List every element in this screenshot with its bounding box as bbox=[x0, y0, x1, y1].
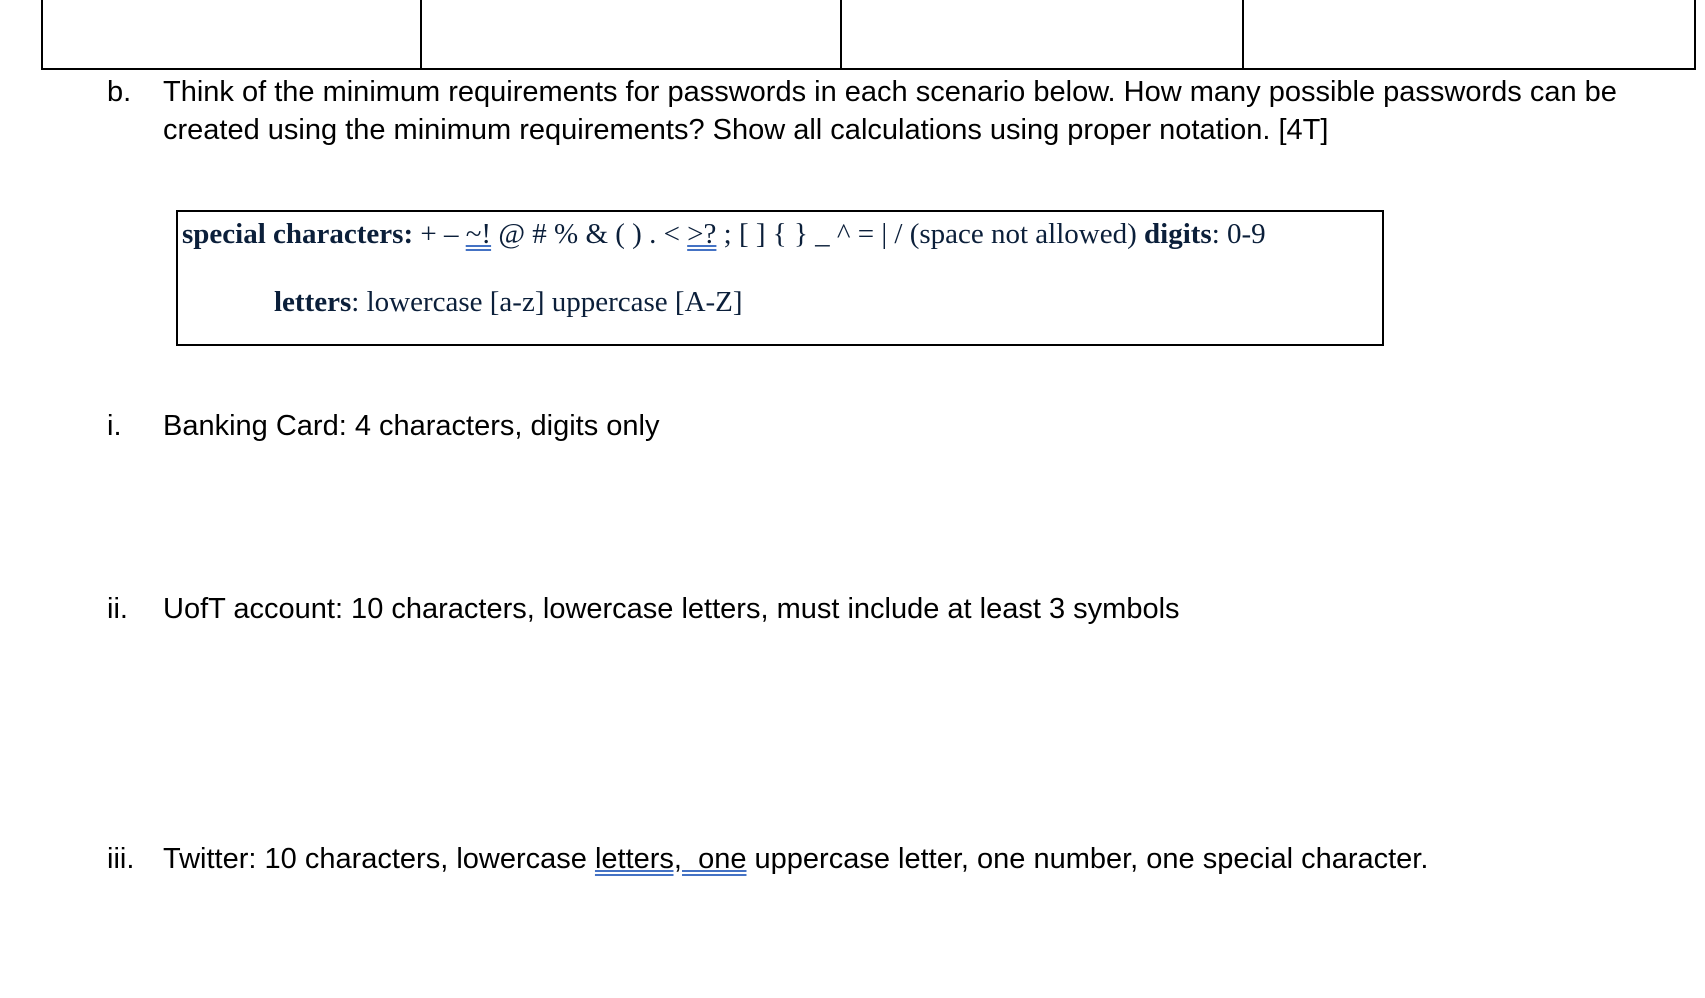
table-cell bbox=[421, 0, 841, 69]
special-characters-list-c: ; [ ] { } _ ^ = | / (space not allowed) bbox=[716, 218, 1145, 250]
special-characters-line bbox=[182, 218, 1266, 251]
item-iii-text-a: Twitter: 10 characters, lowercase bbox=[163, 843, 595, 875]
question-b-line-1: Think of the minimum requirements for passwords in each scenario below. How many possible passwords can be bbox=[163, 76, 1617, 108]
letters-line bbox=[274, 286, 743, 319]
digits-label: digits bbox=[1144, 218, 1212, 250]
table-cell bbox=[42, 0, 421, 69]
table-row bbox=[42, 0, 1695, 69]
item-i-text: Banking Card: 4 characters, digits only bbox=[163, 410, 660, 442]
item-ii-text: UofT account: 10 characters, lowercase letters, must include at least 3 symbols bbox=[163, 593, 1180, 625]
digits-value: : 0-9 bbox=[1211, 218, 1266, 250]
character-set-box bbox=[176, 210, 1384, 346]
item-iii-underlined: letters, one bbox=[594, 843, 747, 875]
item-ii-marker: ii. bbox=[107, 593, 128, 625]
top-table-fragment bbox=[41, 0, 1696, 70]
item-iii-text bbox=[163, 840, 1428, 878]
special-characters-list-b: @ # % & ( ) . < bbox=[491, 218, 688, 250]
question-b-line-2: created using the minimum requirements? Show all calculations using proper notation. [4T] bbox=[163, 114, 1329, 146]
special-characters-squiggle-2: >? bbox=[687, 218, 717, 250]
special-characters-list-a: + – bbox=[413, 218, 466, 250]
item-i-marker: i. bbox=[107, 410, 122, 442]
special-characters-squiggle-1: ~! bbox=[465, 218, 492, 250]
item-iii-text-b: uppercase letter, one number, one special character. bbox=[746, 843, 1429, 875]
item-iii-marker: iii. bbox=[107, 843, 135, 875]
table-cell bbox=[841, 0, 1243, 69]
special-characters-label: special characters: bbox=[182, 218, 414, 250]
question-b-marker: b. bbox=[107, 76, 132, 108]
table-cell bbox=[1243, 0, 1695, 69]
letters-value: : lowercase [a-z] uppercase [A-Z] bbox=[351, 286, 743, 318]
letters-label: letters bbox=[274, 286, 352, 318]
question-b-text bbox=[163, 73, 1703, 149]
